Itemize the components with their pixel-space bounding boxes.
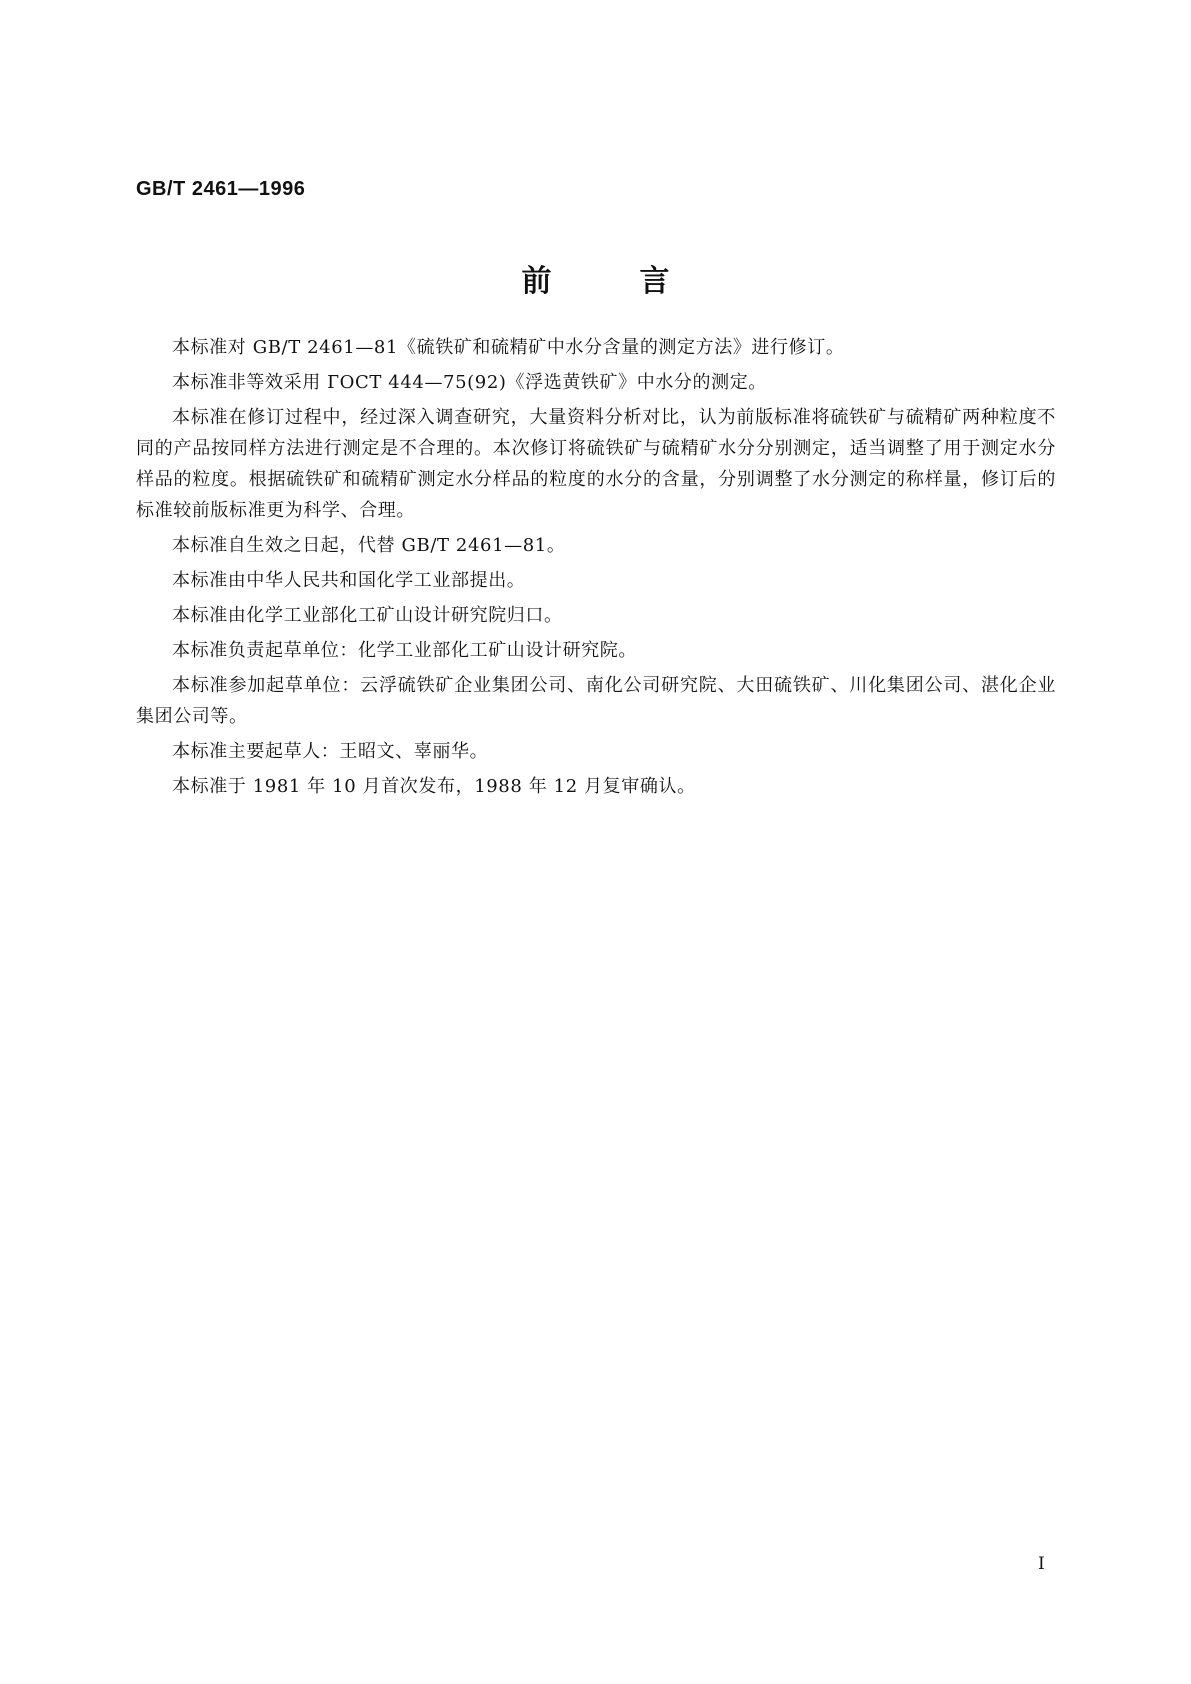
paragraph: 本标准自生效之日起，代替 GB/T 2461—81。 bbox=[172, 535, 566, 556]
paragraph: 本标准由中华人民共和国化学工业部提出。 bbox=[172, 570, 526, 591]
page-number: I bbox=[1038, 1554, 1045, 1574]
paragraph: 本标准负责起草单位：化学工业部化工矿山设计研究院。 bbox=[172, 640, 637, 661]
paragraph: 本标准主要起草人：王昭文、辜丽华。 bbox=[172, 741, 489, 762]
paragraph: 本标准在修订过程中，经过深入调查研究，大量资料分析对比，认为前版标准将硫铁矿与硫精矿两种粒度不同的产品按同样方法进行测定是不合理的。本次修订将硫铁矿与硫精矿水分分别测定，适当调整了用于测定水分样品的粒度。根据硫铁矿和硫精矿测定水分样品的粒度的水分的含量，分别调整了水分测定的称样量，修订后的标准较前版标准更为科学、合理。 bbox=[136, 407, 1056, 521]
paragraph: 本标准由化学工业部化工矿山设计研究院归口。 bbox=[172, 605, 563, 626]
page-title bbox=[0, 262, 1191, 302]
paragraph: 本标准非等效采用 ГОСТ 444—75(92)《浮选黄铁矿》中水分的测定。 bbox=[172, 372, 767, 393]
paragraph: 本标准参加起草单位：云浮硫铁矿企业集团公司、南化公司研究院、大田硫铁矿、川化集团公司、湛化企业集团公司等。 bbox=[136, 675, 1056, 727]
standard-code: GB/T 2461—1996 bbox=[136, 178, 306, 200]
paragraph: 本标准于 1981 年 10 月首次发布，1988 年 12 月复审确认。 bbox=[172, 776, 696, 797]
foreword-body bbox=[136, 332, 1056, 806]
title-char-1: 前 bbox=[521, 264, 552, 299]
title-char-2: 言 bbox=[639, 264, 670, 299]
paragraph: 本标准对 GB/T 2461—81《硫铁矿和硫精矿中水分含量的测定方法》进行修订。 bbox=[172, 337, 845, 358]
